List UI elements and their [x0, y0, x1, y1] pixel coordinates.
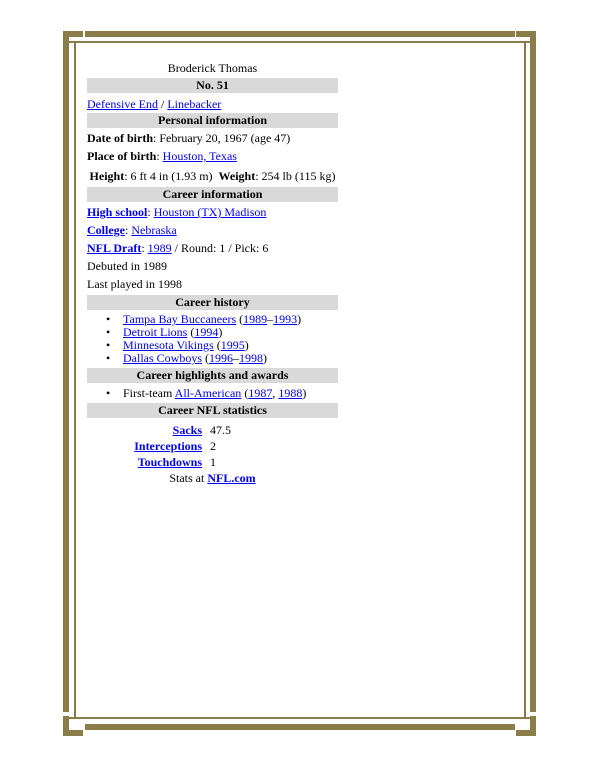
stat-link-interceptions[interactable]: Interceptions — [134, 439, 202, 453]
year-link[interactable]: 1994 — [194, 325, 219, 339]
frame-corner-top-left — [63, 31, 83, 51]
stat-link-touchdowns[interactable]: Touchdowns — [137, 455, 202, 469]
dob-row — [87, 129, 338, 147]
stat-label-cell — [87, 454, 206, 470]
dash: – — [233, 351, 239, 365]
team-link[interactable]: Minnesota Vikings — [123, 338, 214, 352]
stat-label-cell — [87, 422, 206, 438]
height-label: Height — [89, 169, 125, 183]
pob-link[interactable]: Houston, Texas — [162, 149, 237, 163]
paren-close: ) — [302, 386, 307, 400]
frame-corner-top-right — [516, 31, 536, 51]
career-history-list — [87, 313, 338, 365]
year-link[interactable]: 1987 — [248, 386, 273, 400]
year-link[interactable]: 1995 — [220, 338, 245, 352]
table-row — [87, 422, 235, 438]
stat-label-cell — [87, 438, 206, 454]
draft-details: / Round: 1 / Pick: 6 — [171, 241, 269, 255]
stats-source-row — [87, 470, 338, 486]
player-name: Broderick Thomas — [167, 61, 258, 75]
last-played-row: Last played in 1998 — [87, 277, 182, 291]
paren-open: ( — [202, 351, 209, 365]
high-school-row — [87, 203, 338, 221]
stats-table — [87, 422, 235, 470]
draft-colon: : — [141, 241, 148, 255]
paren-open: ( — [236, 312, 244, 326]
paren-open: ( — [213, 338, 221, 352]
stat-value: 1 — [210, 455, 216, 469]
section-personal-information: Personal information — [87, 113, 338, 128]
weight-label: Weight — [218, 169, 256, 183]
dob-label: Date of birth — [87, 131, 153, 145]
stats-at-label: Stats at — [169, 471, 208, 485]
position-link-linebacker[interactable]: Linebacker — [167, 97, 222, 111]
pob-label: Place of birth — [87, 149, 157, 163]
nfl-com-link[interactable]: NFL.com — [207, 471, 256, 485]
year-link[interactable]: 1989 — [243, 312, 268, 326]
team-link[interactable]: Detroit Lions — [123, 325, 188, 339]
frame-corner-bottom-right — [516, 716, 536, 736]
position-link-defensive-end[interactable]: Defensive End — [87, 97, 158, 111]
height-value: : 6 ft 4 in (1.93 m) — [124, 169, 213, 183]
frame-inner-bottom — [69, 717, 531, 719]
stat-value: 2 — [210, 439, 216, 453]
pob-colon: : — [156, 149, 163, 163]
draft-year-link[interactable]: 1989 — [147, 241, 172, 255]
dob-value: : February 20, 1967 (age 47) — [153, 131, 291, 145]
year-link[interactable]: 1998 — [239, 351, 263, 365]
positions-row — [87, 95, 338, 113]
list-item — [123, 352, 338, 365]
highlights-list — [87, 387, 338, 400]
college-row — [87, 221, 338, 239]
high-school-label-link[interactable]: High school — [87, 205, 148, 219]
table-row — [87, 454, 235, 470]
highlight-prefix: First-team — [123, 386, 175, 400]
frame-border-left — [63, 47, 69, 712]
team-link[interactable]: Tampa Bay Buccaneers — [123, 312, 237, 326]
weight-value: : 254 lb (115 kg) — [255, 169, 336, 183]
paren-close: ) — [263, 351, 267, 365]
list-item — [123, 387, 338, 400]
comma: , — [272, 386, 279, 400]
section-career-history: Career history — [87, 295, 338, 310]
all-american-link[interactable]: All-American — [174, 386, 242, 400]
high-school-colon: : — [147, 205, 154, 219]
stat-link-sacks[interactable]: Sacks — [172, 423, 202, 437]
infobox — [87, 59, 338, 486]
high-school-link[interactable]: Houston (TX) Madison — [153, 205, 267, 219]
paren-open: ( — [241, 386, 249, 400]
dash: – — [267, 312, 274, 326]
stat-value: 47.5 — [210, 423, 231, 437]
paren-close: ) — [244, 338, 249, 352]
year-link[interactable]: 1996 — [209, 351, 233, 365]
year-link[interactable]: 1988 — [278, 386, 303, 400]
team-link[interactable]: Dallas Cowboys — [123, 351, 202, 365]
frame-corner-bottom-left — [63, 716, 83, 736]
section-career-highlights: Career highlights and awards — [87, 368, 338, 383]
frame-border-top — [85, 31, 515, 37]
paren-close: ) — [218, 325, 223, 339]
debuted-row: Debuted in 1989 — [87, 259, 167, 273]
section-career-nfl-statistics: Career NFL statistics — [87, 403, 338, 418]
paren-open: ( — [187, 325, 195, 339]
college-colon: : — [125, 223, 132, 237]
section-career-information: Career information — [87, 187, 338, 202]
frame-border-right — [530, 47, 536, 712]
draft-row — [87, 239, 338, 257]
table-row — [87, 438, 235, 454]
position-separator: / — [160, 97, 165, 111]
frame-inner-left — [74, 41, 76, 719]
frame-inner-top — [69, 41, 531, 43]
frame-inner-right — [524, 41, 526, 719]
paren-close: ) — [297, 312, 302, 326]
pob-row — [87, 147, 338, 165]
college-link[interactable]: Nebraska — [131, 223, 177, 237]
height-weight-row — [87, 167, 338, 185]
frame-border-bottom — [85, 724, 515, 730]
nfl-draft-label-link[interactable]: NFL Draft — [87, 241, 142, 255]
year-link[interactable]: 1993 — [273, 312, 298, 326]
jersey-number: No. 51 — [87, 78, 338, 93]
college-label-link[interactable]: College — [87, 223, 125, 237]
